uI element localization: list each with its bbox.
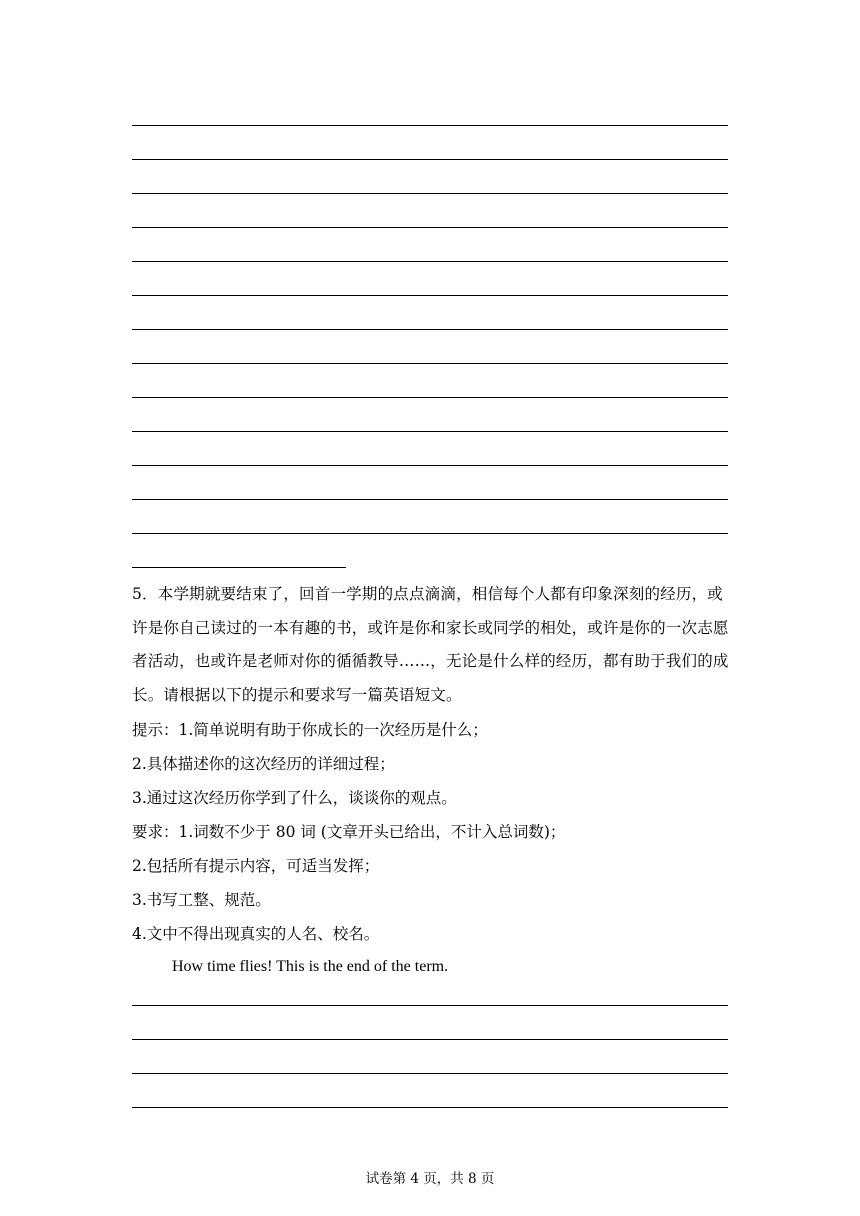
writing-line [132, 193, 728, 194]
writing-line [132, 329, 728, 330]
requirement-line: 3.书写工整、规范。 [132, 891, 271, 909]
page-footer: 试卷第 4 页，共 8 页 [365, 1171, 495, 1187]
writing-line [132, 125, 728, 126]
writing-line [132, 1107, 728, 1108]
writing-line [132, 431, 728, 432]
writing-line [132, 397, 728, 398]
hint-line: 提示：1.简单说明有助于你成长的一次经历是什么； [132, 721, 488, 739]
requirement-line: 2.包括所有提示内容，可适当发挥； [132, 857, 380, 875]
requirement-line: 4.文中不得出现真实的人名、校名。 [132, 925, 380, 943]
writing-line [132, 261, 728, 262]
opening-sentence: How time flies! This is the end of the term. [172, 958, 449, 975]
writing-line [132, 363, 728, 364]
writing-line [132, 499, 728, 500]
writing-line [132, 567, 346, 568]
writing-line [132, 465, 728, 466]
question-prompt: 5．本学期就要结束了，回首一学期的点点滴滴，相信每个人都有印象深刻的经历，或许是你自己读过的一本有趣的书，或许是你和家长或同学的相处，或许是你的一次志愿者活动，也或许是老师对你的循循教导……，无论是什么样的经历，都有助于我们的成长。请根据以下的提示和要求写一篇英语短文。 [132, 585, 729, 704]
hint-line: 3.通过这次经历你学到了什么，谈谈你的观点。 [132, 789, 457, 807]
requirement-line: 要求：1.词数不少于 80 词 (文章开头已给出，不计入总词数)； [132, 823, 566, 841]
writing-line [132, 1005, 728, 1006]
writing-line [132, 1073, 728, 1074]
writing-line [132, 227, 728, 228]
writing-line [132, 159, 728, 160]
writing-line [132, 533, 728, 534]
hint-line: 2.具体描述你的这次经历的详细过程； [132, 755, 395, 773]
writing-line [132, 1039, 728, 1040]
writing-line [132, 295, 728, 296]
